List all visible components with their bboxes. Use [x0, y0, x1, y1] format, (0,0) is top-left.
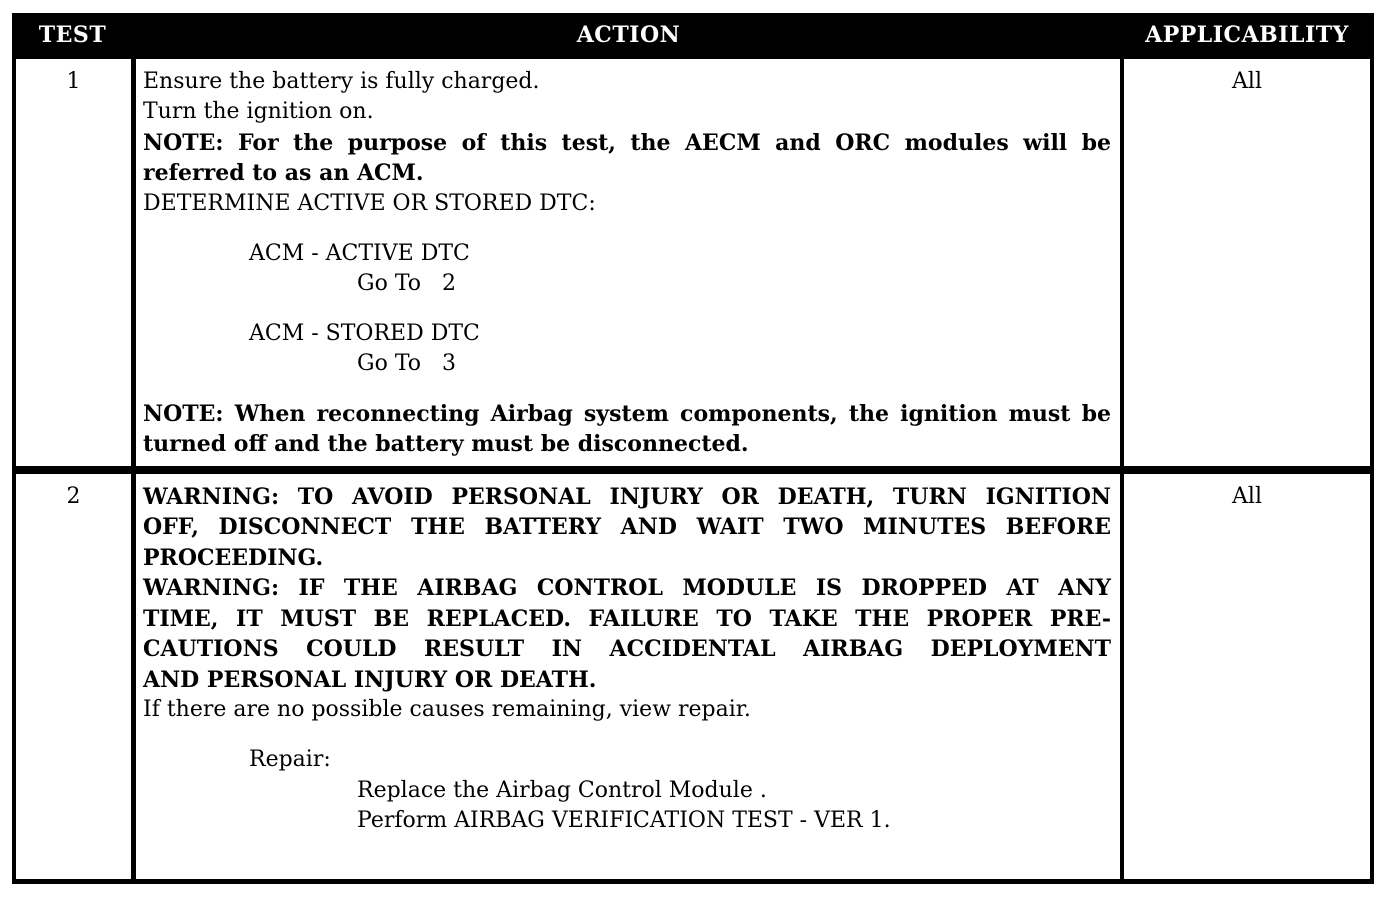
row2-warning2-line1: WARNING: IF THE AIRBAG CONTROL MODULE IS DROPPED AT ANY: [143, 575, 1111, 601]
row1-note1-line2: referred to as an ACM.: [143, 160, 424, 186]
row2-applicability: All: [1232, 484, 1262, 509]
row1-test-number: 1: [66, 69, 81, 94]
row2-warning2-line4: AND PERSONAL INJURY OR DEATH.: [143, 667, 597, 693]
header-action: ACTION: [576, 22, 681, 48]
row1-determine: DETERMINE ACTIVE OR STORED DTC:: [143, 191, 596, 216]
row1-goto-3[interactable]: Go To 3: [357, 351, 456, 376]
row1-applicability: All: [1232, 69, 1262, 94]
header-applicability: APPLICABILITY: [1145, 22, 1349, 48]
row2-test-cell: [16, 474, 131, 879]
row1-applicability-cell: [1124, 59, 1370, 466]
row2-warning1-line2: OFF, DISCONNECT THE BATTERY AND WAIT TWO MINUTES BEFORE: [143, 514, 1111, 540]
row2-causes-text: If there are no possible causes remaining, view repair.: [143, 697, 751, 722]
row1-test-cell: [16, 59, 131, 466]
row2-warning1-line1: WARNING: TO AVOID PERSONAL INJURY OR DEATH, TURN IGNITION: [143, 484, 1111, 510]
row2-warning2-line2: TIME, IT MUST BE REPLACED. FAILURE TO TAKE THE PROPER PRE-: [143, 606, 1111, 632]
row1-note1-line1: NOTE: For the purpose of this test, the AECM and ORC modules will be: [143, 130, 1111, 156]
row2-warning1-line3: PROCEEDING.: [143, 545, 324, 571]
row1-note2-line1: NOTE: When reconnecting Airbag system components, the ignition must be: [143, 401, 1111, 427]
row2-action-cell: [136, 474, 1120, 879]
diagnostic-table: [12, 13, 1374, 884]
row2-repair-label: Repair:: [249, 747, 331, 772]
row2-test-number: 2: [66, 484, 81, 509]
row1-step-ignition: Turn the ignition on.: [143, 99, 374, 124]
row2-warning2-line3: CAUTIONS COULD RESULT IN ACCIDENTAL AIRBAG DEPLOYMENT: [143, 636, 1111, 662]
row1-action-cell: [136, 59, 1120, 466]
row2-repair-step2[interactable]: Perform AIRBAG VERIFICATION TEST - VER 1.: [357, 808, 891, 833]
row1-goto-2[interactable]: Go To 2: [357, 271, 456, 296]
row2-repair-step1: Replace the Airbag Control Module .: [357, 778, 767, 803]
header-test: TEST: [38, 22, 107, 48]
row1-option-stored: ACM - STORED DTC: [249, 321, 480, 346]
row1-option-active: ACM - ACTIVE DTC: [249, 241, 470, 266]
row1-note2-line2: turned off and the battery must be disconnected.: [143, 431, 749, 457]
row2-applicability-cell: [1124, 474, 1370, 879]
row1-step-charge: Ensure the battery is fully charged.: [143, 69, 540, 94]
